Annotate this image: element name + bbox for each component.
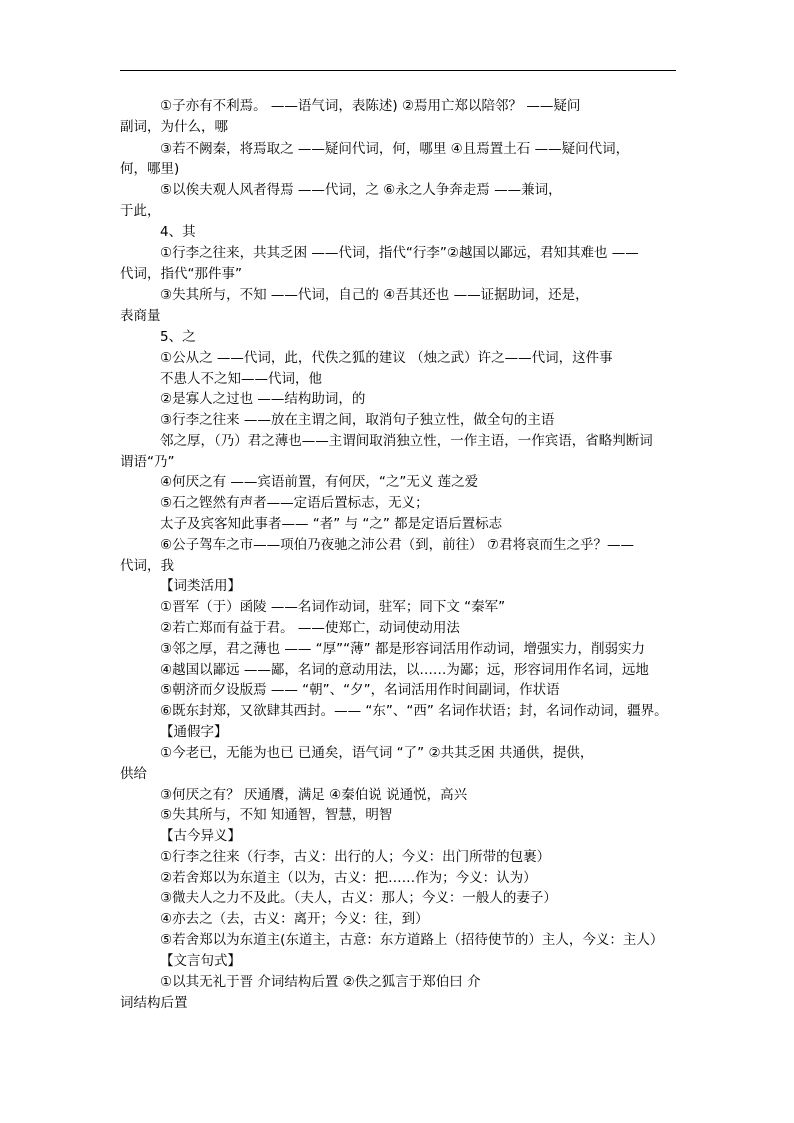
text-line: ⑤失其所与，不知 知通智，智慧，明智 [160,807,393,823]
text-line: ⑤石之铿然有声者——定语后置标志，无义； [160,495,429,511]
section-heading: 【文言句式】 [160,953,241,969]
section-heading: 【通假字】 [160,724,228,740]
text-line: ②是寡人之过也 ——结构助词，的 [160,391,366,407]
text-line: ②若舍郑以为东道主（以为，古义：把……作为；今义：认为） [160,870,537,886]
header-rule [120,70,676,71]
text-line: ⑤以俟夫观人风者得焉 ——代词，之 ⑥永之人争奔走焉 ——兼词， [160,182,562,198]
section-heading: 4、其 [160,224,196,240]
text-line: 谓语“乃” [120,454,175,470]
text-line: ⑤朝济而夕设版焉 —— “朝”、“夕”，名词活用作时间副词，作状语 [160,682,560,698]
text-line: ③微夫人之力不及此。（夫人，古义：那人；今义：一般人的妻子） [160,890,557,906]
section-heading: 【古今异义】 [160,828,241,844]
text-line: 于此， [120,203,161,219]
text-line: 供给 [120,766,147,782]
text-line: ①晋军（于）函陵 ——名词作动词，驻军；同下文 “秦军” [160,599,506,615]
section-heading: 【词类活用】 [160,578,241,594]
text-line: ①今老已，无能为也已 已通矣，语气词 “了” ②共其乏困 共通供，提供， [160,745,594,761]
text-line: 表商量 [120,308,161,324]
text-line: ②若亡郑而有益于君。 ——使郑亡，动词使动用法 [160,620,460,636]
text-line: ①行李之往来（行李，古义：出行的人；今义：出门所带的包裹） [160,849,551,865]
text-line: 不患人不之知——代词，他 [160,371,322,387]
text-line: ①以其无礼于晋 介词结构后置 ②佚之狐言于郑伯曰 介 [160,974,481,990]
text-line: ③何厌之有？ 厌通餍，满足 ④秦伯说 说通悦，高兴 [160,787,468,803]
text-line: ⑤若舍郑以为东道主(东道主，古意：东方道路上（招待使节的）主人，今义：主人） [160,932,664,948]
text-line: ①行李之往来，共其乏困 ——代词，指代“行李”②越国以鄙远，君知其难也 —— [160,245,639,261]
text-line: 邻之厚，（乃）君之薄也——主谓间取消独立性，一作主语，一作宾语，省略判断词 [160,433,653,449]
text-line: ④越国以鄙远 ——鄙，名词的意动用法，以……为鄙；远，形容词用作名词，远地 [160,662,649,678]
text-line: ③行李之往来 ——放在主谓之间，取消句子独立性，做全句的主语 [160,412,555,428]
text-line: 词结构后置 [120,995,188,1011]
text-line: 副词，为什么，哪 [120,119,228,135]
text-line: 何，哪里) [120,161,180,177]
text-line: ④何厌之有 ——宾语前置，有何厌，“之”无义 莲之爱 [160,474,479,490]
text-line: ⑥公子驾车之市——项伯乃夜驰之沛公君（到，前往） ⑦君将哀而生之乎？—— [160,537,634,553]
text-line: ⑥既东封郑，又欲肆其西封。—— “东”、“西” 名词作状语；封，名词作动词，疆界。 [160,703,668,719]
text-line: 代词，我 [120,558,174,574]
text-line: 太子及宾客知此事者—— “者” 与 “之” 都是定语后置标志 [160,516,503,532]
text-line: ①子亦有不利焉。 ——语气词，表陈述) ②焉用亡郑以陪邻？ ——疑问 [160,98,581,114]
text-line: ③邻之厚，君之薄也 —— “厚”“薄” 都是形容词活用作动词，增强实力，削弱实力 [160,641,645,657]
text-line: 代词，指代“那件事” [120,266,242,282]
section-heading: 5、之 [160,329,196,345]
text-line: ④亦去之（去，古义：离开；今义：往，到） [160,911,429,927]
text-line: ③若不阙秦，将焉取之 ——疑问代词，何，哪里 ④且焉置土石 ——疑问代词， [160,141,630,157]
text-line: ①公从之 ——代词，此，代佚之狐的建议 （烛之武）许之——代词，这件事 [160,350,613,366]
text-line: ③失其所与，不知 ——代词，自己的 ④吾其还也 ——证据助词，还是， [160,287,589,303]
